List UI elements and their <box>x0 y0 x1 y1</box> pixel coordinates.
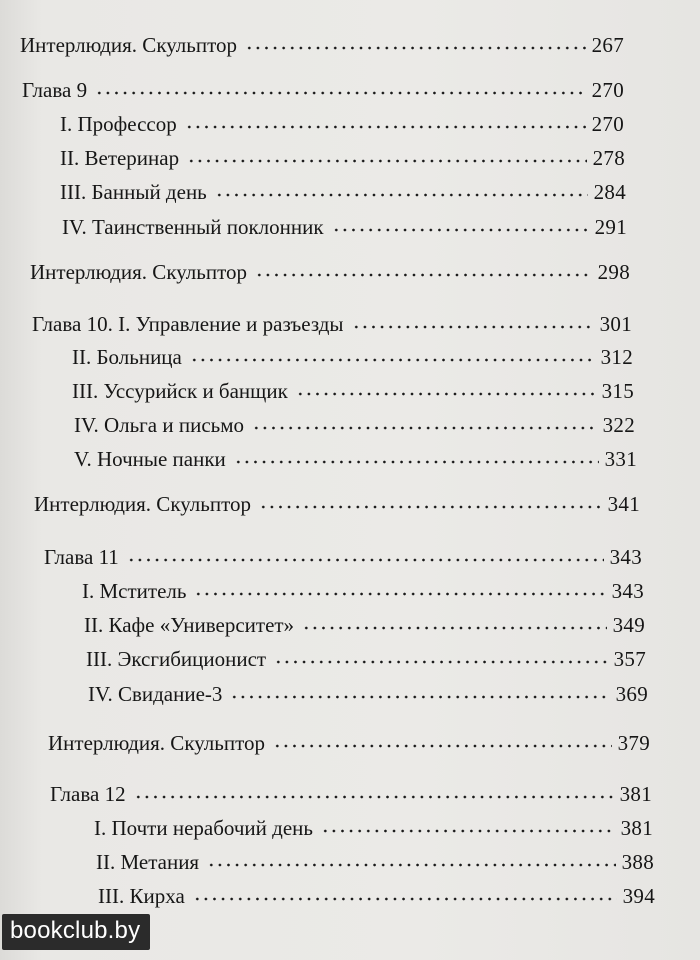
toc-dot-leader <box>321 829 615 833</box>
toc-dot-leader <box>127 558 604 562</box>
toc-dot-leader <box>134 795 614 799</box>
toc-entry-page: 315 <box>601 379 634 403</box>
toc-entry <box>34 491 640 517</box>
toc-dot-leader <box>274 660 608 664</box>
toc-entry-title: Глава 10. I. Управление и разъезды <box>32 312 344 336</box>
toc-entry-page: 331 <box>604 447 637 471</box>
toc-dot-leader <box>252 426 597 430</box>
toc-entry <box>96 849 654 875</box>
toc-entry-title: IV. Таинственный поклонник <box>62 215 324 239</box>
toc-entry-page: 388 <box>621 850 654 874</box>
toc-entry <box>88 681 648 707</box>
toc-entry <box>82 578 644 604</box>
toc-entry-title: Интерлюдия. Скульптор <box>34 492 251 516</box>
toc-entry-page: 343 <box>609 545 642 569</box>
toc-entry <box>86 646 646 672</box>
toc-entry <box>94 815 653 841</box>
toc-dot-leader <box>207 863 616 867</box>
toc-entry-title: I. Почти нерабочий день <box>94 816 313 840</box>
toc-entry <box>72 378 634 404</box>
toc-entry <box>98 883 655 909</box>
toc-entry-page: 343 <box>611 579 644 603</box>
toc-entry-title: II. Кафе «Университет» <box>84 613 295 637</box>
toc-entry-title: V. Ночные панки <box>74 447 226 471</box>
toc-dot-leader <box>273 744 612 748</box>
toc-dot-leader <box>332 228 589 232</box>
toc-entry-title: II. Метания <box>96 850 200 874</box>
toc-entry-title: I. Мститель <box>82 579 187 603</box>
site-watermark: bookclub.by <box>2 914 150 950</box>
toc-entry-page: 301 <box>599 312 632 336</box>
toc-entry-page: 284 <box>593 180 626 204</box>
toc-dot-leader <box>230 695 609 699</box>
toc-dot-leader <box>190 358 595 362</box>
toc-entry <box>74 412 635 438</box>
toc-dot-leader <box>95 91 586 95</box>
toc-entry-title: I. Профессор <box>60 112 177 136</box>
toc-entry-title: III. Уссурийск и банщик <box>72 379 288 403</box>
toc-entry <box>20 32 624 58</box>
toc-dot-leader <box>296 392 596 396</box>
toc-dot-leader <box>352 325 594 329</box>
toc-entry-title: Глава 11 <box>44 545 119 569</box>
toc-dot-leader <box>234 460 599 464</box>
toc-entry-page: 312 <box>600 345 633 369</box>
toc-entry-title: IV. Ольга и письмо <box>74 413 245 437</box>
toc-entry-title: II. Ветеринар <box>60 146 180 170</box>
toc-entry <box>62 214 627 240</box>
toc-entry-title: II. Больница <box>72 345 182 369</box>
toc-dot-leader <box>302 626 607 630</box>
toc-entry-page: 270 <box>591 112 624 136</box>
toc-entry-page: 379 <box>617 731 650 755</box>
toc-entry-title: III. Эксгибиционист <box>86 647 267 671</box>
toc-entry-page: 270 <box>591 78 624 102</box>
toc-entry <box>50 781 652 807</box>
toc-entry-page: 381 <box>620 816 653 840</box>
toc-entry <box>72 344 633 370</box>
toc-dot-leader <box>185 125 586 129</box>
toc-entry-page: 267 <box>591 33 624 57</box>
toc-entry-title: Интерлюдия. Скульптор <box>48 731 265 755</box>
toc-entry-title: III. Банный день <box>60 180 207 204</box>
toc-entry-page: 322 <box>602 413 635 437</box>
toc-dot-leader <box>245 46 586 50</box>
toc-entry-title: III. Кирха <box>98 884 185 908</box>
toc-entry-title: Интерлюдия. Скульптор <box>20 33 237 57</box>
toc-entry-page: 291 <box>594 215 627 239</box>
toc-entry-page: 341 <box>607 492 640 516</box>
toc-entry-title: Интерлюдия. Скульптор <box>30 260 247 284</box>
toc-entry <box>32 311 632 337</box>
toc-dot-leader <box>193 897 617 901</box>
toc-entry-page: 298 <box>597 260 630 284</box>
toc-entry-page: 357 <box>613 647 646 671</box>
toc-dot-leader <box>187 159 586 163</box>
toc-dot-leader <box>194 592 605 596</box>
toc-entry <box>74 446 637 472</box>
toc-dot-leader <box>259 505 602 509</box>
toc-entry <box>44 544 642 570</box>
toc-entry-page: 278 <box>592 146 625 170</box>
toc-dot-leader <box>215 193 588 197</box>
toc-entry <box>60 145 625 171</box>
toc-entry <box>84 612 645 638</box>
toc-entry-page: 381 <box>619 782 652 806</box>
toc-entry-title: Глава 9 <box>22 78 88 102</box>
toc-entry <box>60 179 626 205</box>
toc-entry <box>60 111 624 137</box>
toc-entry <box>48 730 650 756</box>
toc-entry-title: Глава 12 <box>50 782 126 806</box>
toc-entry-title: IV. Свидание-3 <box>88 682 223 706</box>
toc-dot-leader <box>255 273 592 277</box>
toc-entry-page: 349 <box>612 613 645 637</box>
toc-entry <box>30 259 630 285</box>
toc-entry-page: 369 <box>615 682 648 706</box>
toc-entry-page: 394 <box>622 884 655 908</box>
toc-entry <box>22 77 624 103</box>
